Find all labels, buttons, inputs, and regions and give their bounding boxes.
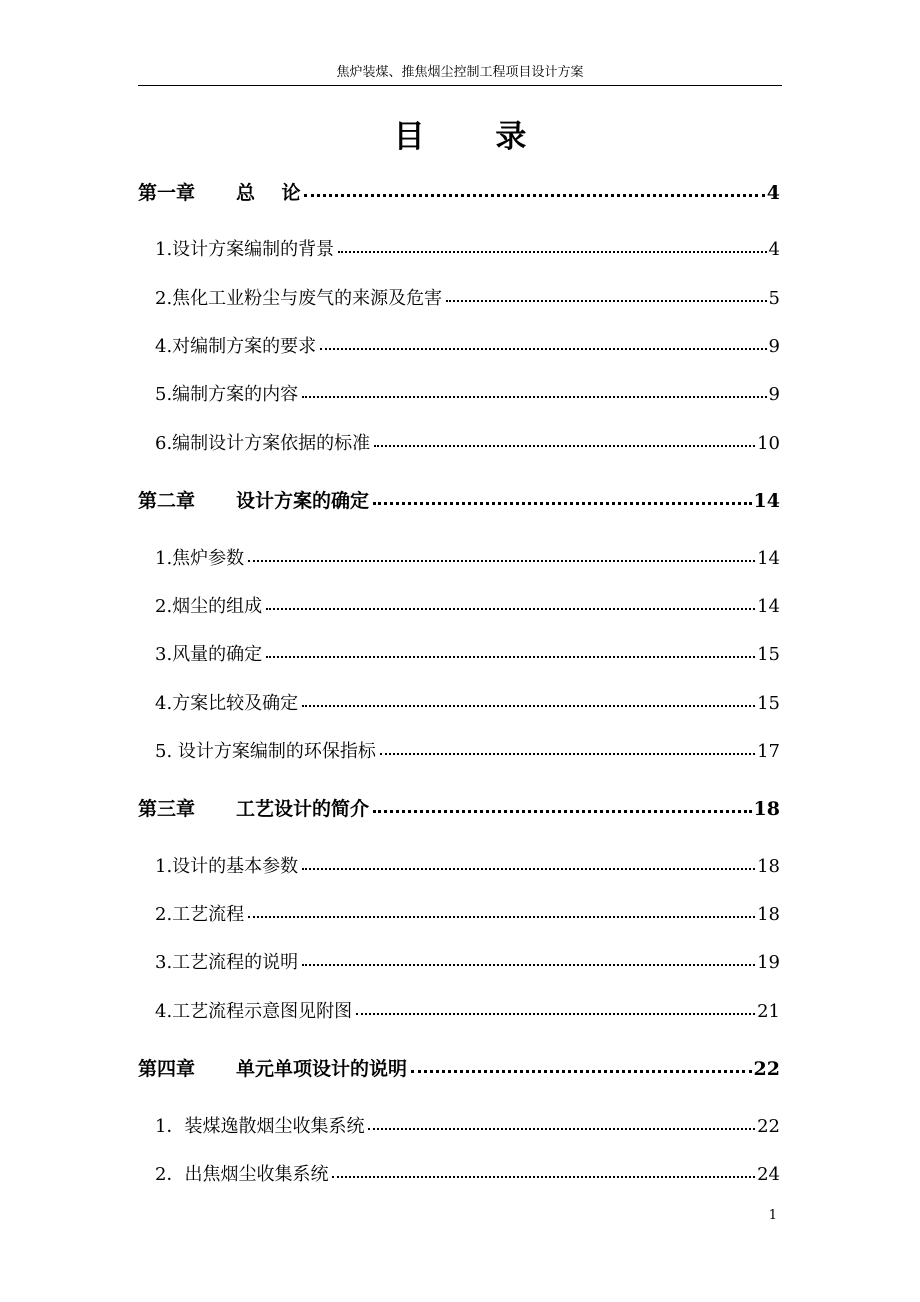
toc-section-entry[interactable] — [155, 999, 780, 1025]
dot-leader — [248, 560, 755, 562]
toc-page-number: 22 — [753, 1058, 780, 1080]
dot-leader — [302, 868, 755, 870]
toc-page-number: 9 — [768, 336, 780, 357]
dot-leader — [373, 502, 752, 505]
dot-leader — [302, 705, 755, 707]
toc-section-entry[interactable] — [155, 431, 780, 457]
dot-leader — [302, 396, 766, 398]
section-title: 1．装煤逸散烟尘收集系统 — [155, 1116, 365, 1137]
section-title: 4.对编制方案的要求 — [155, 336, 317, 357]
toc-page-number: 9 — [768, 384, 780, 405]
chapter-number: 第二章 — [138, 490, 196, 512]
toc-page-number: 14 — [757, 596, 780, 617]
toc-section-entry[interactable] — [155, 691, 780, 717]
toc-page-number: 15 — [757, 693, 780, 714]
dot-leader — [304, 194, 764, 197]
section-title: 1.设计方案编制的背景 — [155, 239, 335, 260]
chapter-number: 第四章 — [138, 1058, 196, 1080]
dot-leader — [248, 916, 755, 918]
section-title: 5.编制方案的内容 — [155, 384, 299, 405]
running-header: 焦炉装煤、推焦烟尘控制工程项目设计方案 — [336, 65, 584, 80]
toc-chapter-entry[interactable] — [138, 180, 780, 206]
dot-leader — [368, 1128, 755, 1130]
section-title: 3.工艺流程的说明 — [155, 952, 299, 973]
toc-section-entry[interactable] — [155, 546, 780, 572]
section-title: 2.工艺流程 — [155, 904, 245, 925]
dot-leader — [411, 1070, 752, 1073]
dot-leader — [320, 348, 766, 350]
toc-chapter-entry[interactable] — [138, 1056, 780, 1082]
toc-page-number: 21 — [757, 1001, 780, 1022]
section-title: 4.方案比较及确定 — [155, 693, 299, 714]
dot-leader — [266, 656, 755, 658]
toc-page-number: 4 — [768, 239, 780, 260]
section-title: 2.焦化工业粉尘与废气的来源及危害 — [155, 288, 443, 309]
toc-page-number: 14 — [753, 490, 780, 512]
toc-page-number: 4 — [766, 182, 780, 204]
toc-section-entry[interactable] — [155, 334, 780, 360]
section-title: 6.编制设计方案依据的标准 — [155, 433, 371, 454]
section-title: 3.风量的确定 — [155, 644, 263, 665]
dot-leader — [446, 300, 766, 302]
page-number-footer — [0, 1208, 920, 1223]
dot-leader — [338, 251, 766, 253]
toc-page-number: 22 — [757, 1116, 780, 1137]
toc-section-entry[interactable] — [155, 1162, 780, 1188]
toc-section-entry[interactable] — [155, 739, 780, 765]
toc-page-number: 18 — [757, 856, 780, 877]
toc-page-number: 19 — [757, 952, 780, 973]
chapter-title: 总 论 — [236, 182, 301, 204]
toc-page-number: 17 — [757, 741, 780, 762]
toc-section-entry[interactable] — [155, 382, 780, 408]
toc-chapter-entry[interactable] — [138, 488, 780, 514]
page-number: 1 — [768, 1208, 777, 1223]
dot-leader — [380, 753, 755, 755]
dot-leader — [374, 445, 755, 447]
section-title: 4.工艺流程示意图见附图 — [155, 1001, 353, 1022]
section-title: 2.烟尘的组成 — [155, 596, 263, 617]
chapter-title: 设计方案的确定 — [236, 490, 370, 512]
dot-leader — [266, 608, 755, 610]
toc-page-number: 24 — [757, 1164, 780, 1185]
dot-leader — [373, 810, 752, 813]
toc-section-entry[interactable] — [155, 594, 780, 620]
toc-section-entry[interactable] — [155, 237, 780, 263]
dot-leader — [356, 1013, 755, 1015]
toc-page-number: 18 — [757, 904, 780, 925]
dot-leader — [302, 964, 755, 966]
section-title: 1.设计的基本参数 — [155, 856, 299, 877]
toc-section-entry[interactable] — [155, 642, 780, 668]
toc-page-number: 15 — [757, 644, 780, 665]
page-title: 目 录 — [393, 119, 557, 155]
toc-section-entry[interactable] — [155, 286, 780, 312]
toc-page-number: 14 — [757, 548, 780, 569]
section-title: 2．出焦烟尘收集系统 — [155, 1164, 329, 1185]
toc-section-entry[interactable] — [155, 902, 780, 928]
toc-chapter-entry[interactable] — [138, 796, 780, 822]
toc-page-number: 5 — [768, 288, 780, 309]
section-title: 1.焦炉参数 — [155, 548, 245, 569]
toc-page-number: 10 — [757, 433, 780, 454]
dot-leader — [332, 1176, 755, 1178]
chapter-number: 第一章 — [138, 182, 196, 204]
chapter-title: 单元单项设计的说明 — [236, 1058, 408, 1080]
section-title: 5. 设计方案编制的环保指标 — [155, 741, 376, 762]
toc-section-entry[interactable] — [155, 1114, 780, 1140]
chapter-number: 第三章 — [138, 798, 196, 820]
chapter-title: 工艺设计的简介 — [236, 798, 370, 820]
toc-page-number: 18 — [753, 798, 780, 820]
toc-section-entry[interactable] — [155, 950, 780, 976]
toc-section-entry[interactable] — [155, 854, 780, 880]
